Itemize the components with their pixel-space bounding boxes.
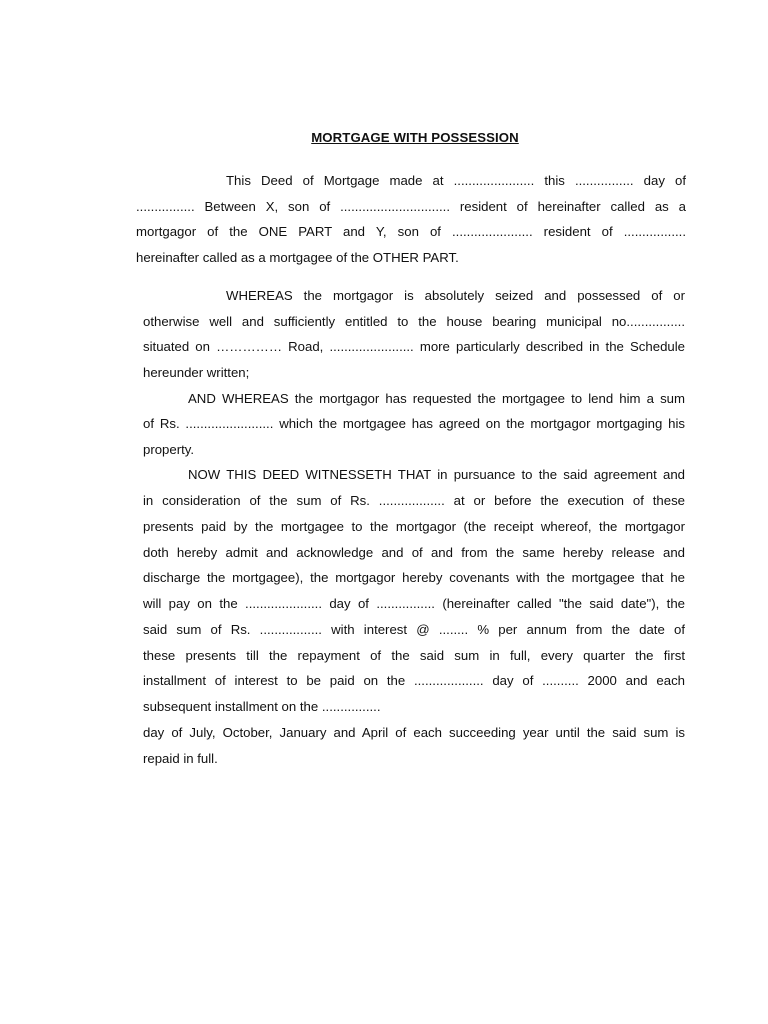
text-line-5: WHEREAS the mortgagor is absolutely seized and possessed of or [226, 288, 685, 303]
text-line-19: these presents till the repayment of the said sum in full, every quarter the first [143, 648, 685, 663]
text-line-1: This Deed of Mortgage made at ...................... this ................ day of [226, 173, 686, 188]
text-line-18: said sum of Rs. ................. with interest @ ........ % per annum from the date of [143, 622, 685, 637]
text-line-22: day of July, October, January and April of each succeeding year until the said sum is [143, 725, 685, 740]
text-line-7: situated on …………… Road, ....................... more particularly described in the Schedule [143, 339, 685, 354]
text-line-6: otherwise well and sufficiently entitled to the house bearing municipal no................ [143, 314, 685, 329]
text-line-17: will pay on the ..................... day of ................ (hereinafter called "the said date"), the [143, 596, 685, 611]
document-title: MORTGAGE WITH POSSESSION [311, 130, 519, 145]
text-line-4: hereinafter called as a mortgagee of the OTHER PART. [136, 250, 459, 265]
text-line-3: mortgagor of the ONE PART and Y, son of ...................... resident of ................. [136, 224, 686, 239]
text-line-15: doth hereby admit and acknowledge and of and from the same hereby release and [143, 545, 685, 560]
text-line-14: presents paid by the mortgagee to the mortgagor (the receipt whereof, the mortgagor [143, 519, 685, 534]
text-line-10: of Rs. ........................ which the mortgagee has agreed on the mortgagor mortgaging his [143, 416, 685, 431]
text-line-9: AND WHEREAS the mortgagor has requested the mortgagee to lend him a sum [188, 391, 685, 406]
text-line-20: installment of interest to be paid on the ................... day of .......... 2000 and each [143, 673, 685, 688]
text-line-11: property. [143, 442, 195, 457]
text-line-16: discharge the mortgagee), the mortgagor hereby covenants with the mortgagee that he [143, 570, 685, 585]
text-line-8: hereunder written; [143, 365, 250, 380]
text-line-21: subsequent installment on the ................ [143, 699, 381, 714]
text-line-2: ................ Between X, son of .............................. resident of hereinafter called as a [136, 199, 686, 214]
text-line-13: in consideration of the sum of Rs. .................. at or before the execution of these [143, 493, 685, 508]
text-line-12: NOW THIS DEED WITNESSETH THAT in pursuance to the said agreement and [188, 467, 685, 482]
text-line-23: repaid in full. [143, 751, 218, 766]
